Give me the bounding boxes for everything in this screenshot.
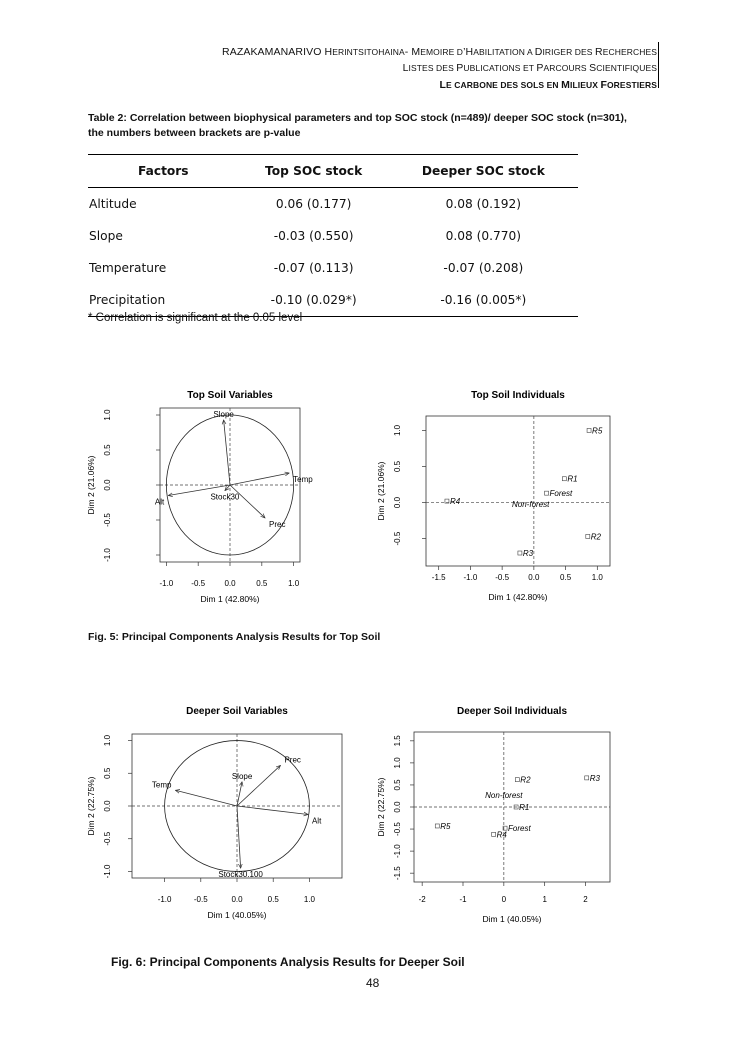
individual-point: [585, 776, 589, 780]
factor-cell: Temperature: [89, 261, 167, 275]
factor-cell: Altitude: [89, 197, 137, 211]
x-tick-label: 0.0: [528, 573, 540, 582]
individual-label: R4: [496, 830, 507, 840]
x-tick-label: 1.0: [303, 895, 315, 904]
x-tick-label: 1.0: [288, 579, 300, 588]
variable-arrow: [237, 806, 308, 815]
variable-label: Temp: [293, 475, 313, 485]
y-tick-label: 0.0: [393, 801, 402, 813]
y-tick-label: 1.0: [103, 734, 112, 747]
y-tick-label: 0.0: [393, 496, 402, 509]
column-header: Factors: [88, 155, 239, 188]
chart-title: Top Soil Variables: [187, 390, 273, 401]
y-axis-label: Dim 2 (22.75%): [86, 776, 96, 836]
individual-label: R2: [520, 775, 531, 785]
chart-title: Deeper Soil Individuals: [456, 706, 568, 717]
x-tick-label: -0.5: [191, 579, 206, 588]
y-tick-label: 0.5: [393, 779, 402, 791]
individual-label: Forest: [508, 824, 531, 834]
individual-point: [587, 428, 591, 432]
deeper-soil-individuals-chart: [372, 702, 637, 934]
x-axis-label: Dim 1 (42.80%): [488, 592, 548, 602]
chart-title: Deeper Soil Variables: [186, 706, 288, 717]
x-tick-label: 2: [583, 895, 588, 904]
running-header-line-3: LE CARBONE DES SOLS EN MILIEUX FORESTIERS: [439, 79, 657, 91]
individual-point: [435, 824, 439, 828]
y-tick-label: 0.0: [103, 479, 112, 491]
individual-label: R5: [592, 426, 603, 436]
column-header: Top SOC stock: [239, 155, 389, 188]
variable-arrow: [230, 473, 289, 485]
y-tick-label: 0.5: [103, 444, 112, 456]
variable-label: Prec: [284, 755, 301, 765]
variable-label: Slope: [231, 771, 253, 781]
table-header-row: [88, 155, 578, 188]
correlation-table: [88, 154, 578, 317]
figure-5-caption: Fig. 5: Principal Components Analysis Results for Top Soil: [88, 631, 381, 643]
y-tick-label: -1.5: [393, 866, 402, 881]
deeper-value-cell: 0.08 (0.770): [445, 229, 522, 243]
deeper-soil-variables-chart: [80, 702, 370, 934]
factor-cell: Precipitation: [88, 284, 239, 317]
x-tick-label: -0.5: [193, 895, 208, 904]
y-tick-label: 0.0: [103, 800, 112, 812]
top-value-cell: -0.07 (0.113): [273, 261, 354, 275]
individual-label: R1: [567, 474, 578, 484]
plot-frame: [426, 416, 610, 566]
y-tick-label: 1.0: [393, 757, 402, 769]
variable-arrow: [237, 806, 241, 868]
individual-label: Non-forest: [512, 499, 550, 509]
x-tick-label: 0.0: [231, 895, 243, 904]
top-soil-variables-chart: [80, 386, 370, 618]
variable-arrow: [224, 420, 230, 485]
running-header-line-2: LISTES DES PUBLICATIONS ET PARCOURS SCIENTIFIQUES: [402, 62, 657, 74]
individual-point: [492, 832, 496, 836]
variable-label: Slope: [213, 409, 234, 419]
y-axis-label: Dim 2 (21.06%): [86, 455, 96, 515]
table-row: [88, 252, 578, 284]
x-tick-label: -0.5: [495, 573, 510, 582]
x-tick-label: 0: [501, 895, 507, 904]
x-tick-label: 0.0: [224, 579, 236, 588]
running-header-line-1: RAZAKAMANARIVO HERINTSITOHAINA- MEMOIRE D’HABILITATION A DIRIGER DES RECHERCHES: [222, 46, 657, 58]
individual-label: R4: [449, 497, 461, 507]
y-tick-label: 1.5: [393, 735, 402, 747]
y-tick-label: -0.5: [103, 831, 112, 846]
y-axis-label: Dim 2 (22.75%): [376, 777, 386, 837]
deeper-value-cell: -0.16 (0.005*): [389, 284, 578, 317]
chart-title: Top Soil Individuals: [471, 390, 565, 401]
deeper-value-cell: 0.08 (0.192): [445, 197, 522, 211]
y-tick-label: -0.5: [393, 531, 402, 546]
x-tick-label: -1: [459, 895, 467, 904]
individual-point: [545, 491, 549, 495]
top-value-cell: -0.03 (0.550): [273, 229, 354, 243]
individual-label: R5: [440, 821, 451, 831]
y-axis-label: Dim 2 (21.06%): [376, 461, 386, 521]
table-row: [88, 220, 578, 252]
variable-label: Alt: [311, 816, 322, 826]
figure-6-caption: Fig. 6: Principal Components Analysis Results for Deeper Soil: [111, 955, 465, 969]
individual-label: Non-forest: [485, 791, 523, 801]
y-tick-label: 0.5: [393, 460, 402, 473]
x-tick-label: 1: [542, 895, 547, 904]
individual-point: [562, 477, 566, 481]
factor-cell: Slope: [89, 229, 123, 243]
x-axis-label: Dim 1 (42.80%): [200, 594, 260, 604]
top-soil-individuals-chart: [372, 386, 637, 618]
individual-point: [518, 551, 522, 555]
variable-label: Alt: [154, 497, 165, 507]
x-axis-label: Dim 1 (40.05%): [482, 914, 542, 924]
individual-label: Forest: [549, 489, 573, 499]
table-caption: Table 2: Correlation between biophysical parameters and top SOC stock (n=489)/ deeper SOC stock (n=301), the numbers between brackets are p-value: [88, 112, 627, 139]
y-tick-label: 0.5: [103, 767, 112, 779]
y-tick-label: -0.5: [393, 822, 402, 836]
individual-label: R2: [590, 532, 602, 542]
y-tick-label: -1.0: [103, 548, 112, 562]
column-header: Deeper SOC stock: [389, 155, 578, 188]
table-row: [88, 188, 578, 221]
variable-arrow: [175, 790, 237, 806]
x-tick-label: 0.5: [560, 573, 572, 582]
variable-label: Temp: [151, 780, 172, 790]
x-tick-label: -1.0: [463, 573, 478, 582]
deeper-value-cell: -0.07 (0.208): [443, 261, 524, 275]
x-tick-label: -1.0: [157, 895, 172, 904]
variable-label: Stock30: [210, 492, 240, 502]
individual-label: R3: [589, 773, 600, 783]
x-tick-label: -2: [418, 895, 426, 904]
variable-label: Prec: [269, 519, 286, 529]
individual-point: [515, 778, 519, 782]
x-axis-label: Dim 1 (40.05%): [207, 910, 267, 920]
top-value-cell: 0.06 (0.177): [275, 197, 352, 211]
individual-point: [586, 534, 590, 538]
y-tick-label: -0.5: [103, 513, 112, 527]
x-tick-label: 1.0: [591, 573, 603, 582]
x-tick-label: 0.5: [267, 895, 279, 904]
individual-label: R3: [522, 549, 534, 559]
variable-label: Stock30.100: [218, 870, 263, 880]
individual-label: R1: [519, 803, 530, 812]
x-tick-label: -1.0: [159, 579, 174, 588]
page-number: 48: [366, 976, 380, 990]
y-tick-label: -1.0: [393, 844, 402, 859]
y-tick-label: 1.0: [393, 424, 402, 436]
table-footnote: * Correlation is significant at the 0.05 level: [88, 312, 303, 324]
y-tick-label: -1.0: [103, 864, 112, 879]
header-rule: [658, 42, 659, 88]
y-tick-label: 1.0: [103, 409, 112, 421]
top-value-cell: -0.10 (0.029*): [239, 284, 389, 317]
x-tick-label: 0.5: [256, 579, 268, 588]
x-tick-label: -1.5: [431, 573, 446, 582]
